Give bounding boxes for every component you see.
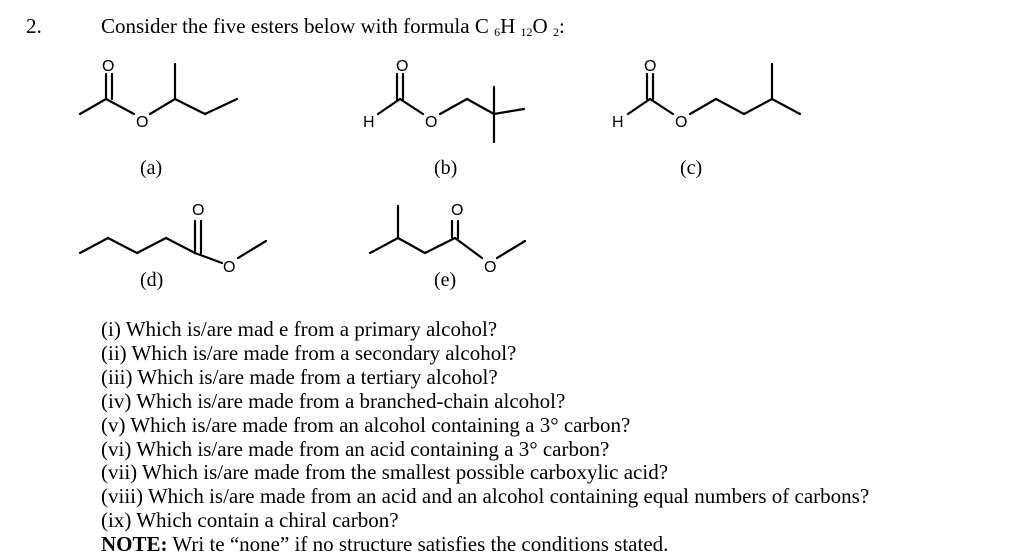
- structure-d: [80, 202, 266, 276]
- bond: [425, 238, 455, 253]
- oxygen-atom: O: [425, 114, 438, 131]
- bond: [650, 99, 673, 114]
- question-iv: (iv) Which is/are made from a branched-chain alcohol?: [101, 388, 566, 413]
- oxygen-atom: O: [136, 114, 149, 131]
- structure-b: [363, 58, 524, 142]
- bond: [370, 238, 398, 253]
- bond: [400, 99, 423, 114]
- title-sub-hydrogen: 12: [520, 25, 533, 39]
- structure-label-d: (d): [140, 269, 164, 291]
- bond: [467, 99, 494, 114]
- bond: [175, 99, 205, 114]
- title-suffix: :: [558, 14, 565, 38]
- title-prefix: Consider the five esters below with formula C: [101, 14, 495, 38]
- bond: [690, 99, 716, 114]
- bond: [398, 238, 425, 253]
- note: [101, 533, 869, 557]
- structure-label-c: (c): [680, 157, 703, 179]
- bond: [108, 238, 137, 253]
- bond: [150, 99, 175, 114]
- bond: [195, 253, 222, 263]
- bond: [744, 99, 772, 114]
- question-number: 2.: [26, 14, 42, 38]
- bond: [455, 238, 482, 258]
- question-iii: (iii) Which is/are made from a tertiary alcohol?: [101, 364, 498, 389]
- title-sub-oxygen: 2: [552, 25, 559, 39]
- bond: [238, 241, 266, 258]
- hydrogen-atom: H: [612, 114, 624, 131]
- bond: [80, 238, 108, 253]
- bond: [106, 99, 134, 114]
- bond: [205, 99, 237, 114]
- bond: [137, 238, 166, 253]
- title-hydrogen: H: [500, 14, 521, 38]
- note-text: Wri te “none” if no structure satisfies the conditions stated.: [167, 532, 669, 557]
- bond: [628, 99, 650, 114]
- bond: [440, 99, 467, 114]
- structure-e: [370, 202, 525, 276]
- structure-a: [80, 58, 237, 131]
- hydrogen-atom: H: [363, 114, 375, 131]
- question-i: (i) Which is/are mad e from a primary alcohol?: [101, 317, 498, 341]
- bond: [166, 238, 195, 253]
- question-vii: (vii) Which is/are made from the smallest possible carboxylic acid?: [101, 460, 669, 485]
- oxygen-atom: O: [451, 202, 464, 219]
- oxygen-atom: O: [223, 259, 236, 276]
- structure-label-b: (b): [434, 157, 458, 179]
- bond: [494, 109, 524, 114]
- oxygen-atom: O: [675, 114, 688, 131]
- bond: [80, 99, 106, 114]
- structure-c: [612, 58, 800, 131]
- question-ix: (ix) Which contain a chiral carbon?: [101, 508, 399, 533]
- structure-label-a: (a): [140, 157, 163, 179]
- bond: [378, 99, 400, 114]
- question-v: (v) Which is/are made from an alcohol containing a 3° carbon?: [101, 412, 631, 437]
- question-ii: (ii) Which is/are made from a secondary alcohol?: [101, 340, 517, 365]
- title-sub-carbon: 6: [494, 25, 501, 39]
- oxygen-atom: O: [644, 58, 657, 75]
- question-viii: (viii) Which is/are made from an acid and an alcohol containing equal numbers of carbons?: [101, 484, 870, 509]
- bond: [772, 99, 800, 114]
- oxygen-atom: O: [192, 202, 205, 219]
- note-label: NOTE:: [101, 532, 168, 557]
- question-vi: (vi) Which is/are made from an acid containing a 3° carbon?: [101, 436, 610, 461]
- title-oxygen: O: [532, 14, 553, 38]
- structure-label-e: (e): [434, 269, 457, 291]
- question-list: [101, 318, 869, 557]
- bond: [716, 99, 744, 114]
- oxygen-atom: O: [396, 58, 409, 75]
- oxygen-atom: O: [484, 259, 497, 276]
- oxygen-atom: O: [102, 58, 115, 75]
- bond: [497, 241, 525, 258]
